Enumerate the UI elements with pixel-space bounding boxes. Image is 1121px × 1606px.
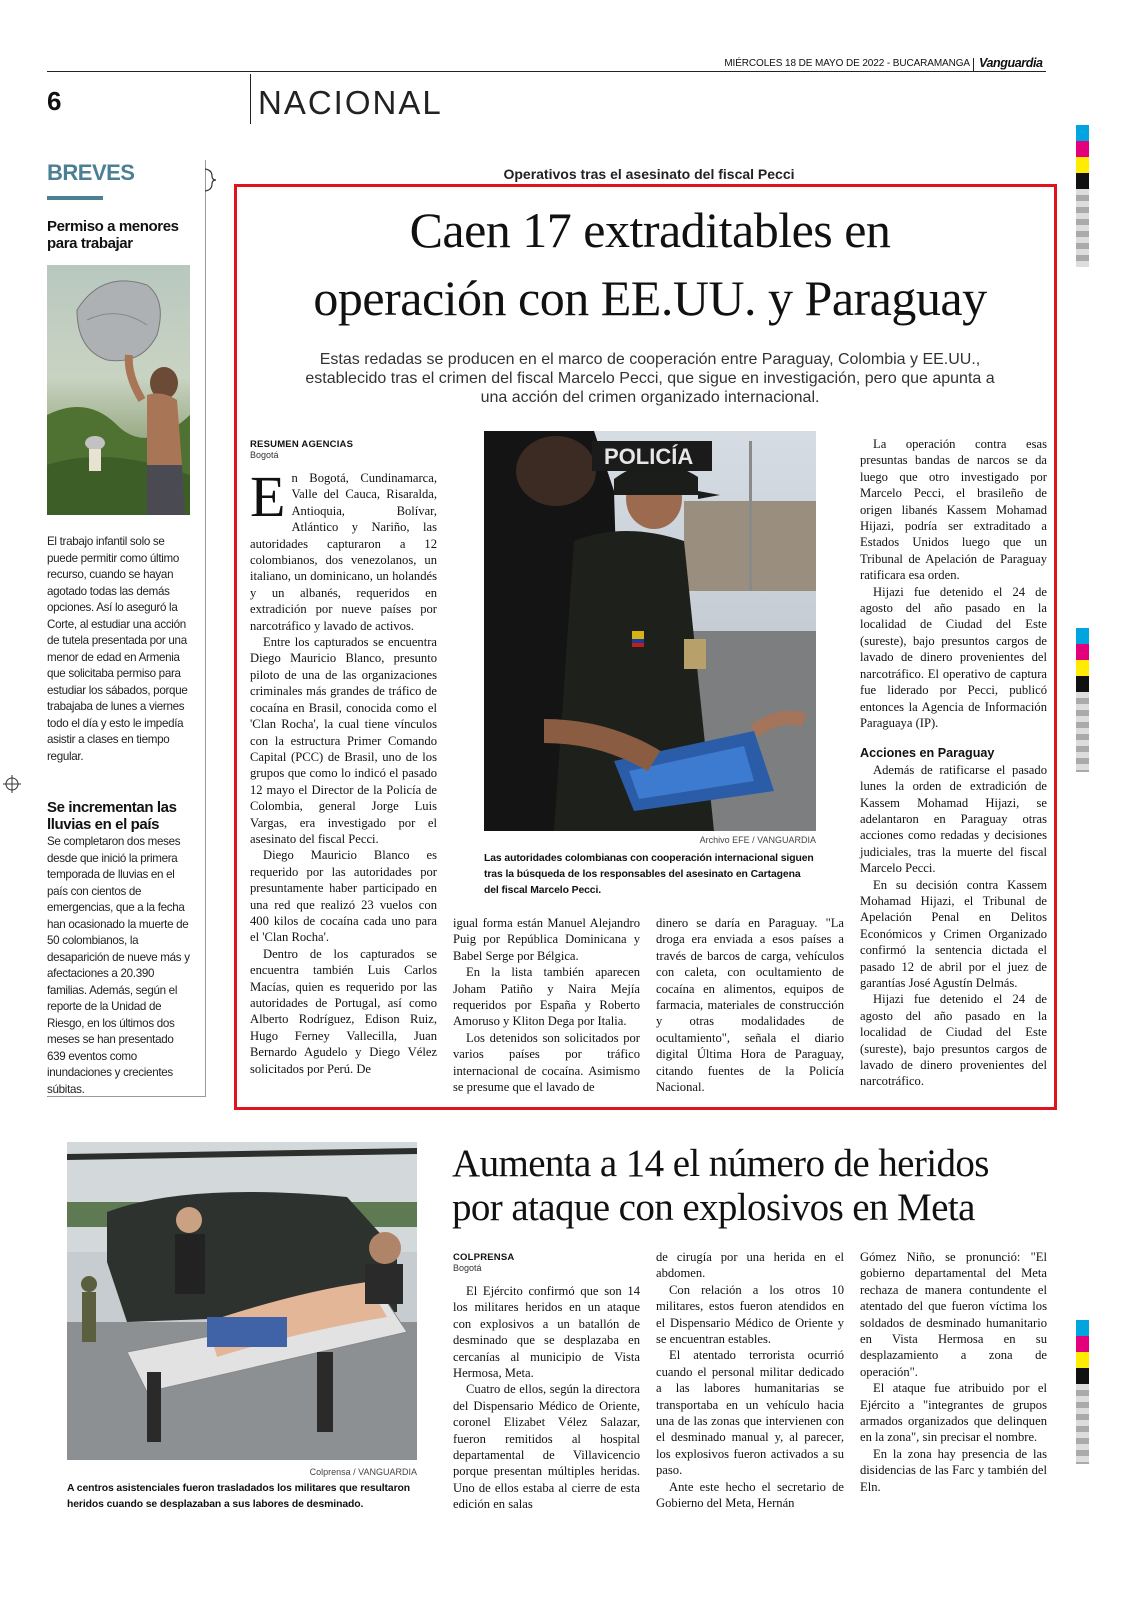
section-divider (250, 74, 251, 124)
second-photo (67, 1142, 417, 1460)
paragraph: Los detenidos son solicitados por varios países por tráfico internacional de cocaína. Asimismo se presume que el lavado de (453, 1030, 640, 1095)
breves-underline (47, 196, 103, 200)
byline-city: Bogotá (453, 1263, 482, 1273)
photo-credit: Archivo EFE / VANGUARDIA (699, 835, 816, 845)
vest-text: POLICÍA (604, 444, 694, 469)
brief1-photo (47, 265, 190, 515)
subhead: Acciones en Paraguay (860, 746, 995, 761)
second-headline-line2: por ataque con explosivos en Meta (452, 1186, 975, 1229)
page-number: 6 (47, 86, 62, 116)
paragraph: Además de ratificarse el pasado lunes la orden de extradición de Kassem Mohamad Hijazi, se adelantaron en Paraguay otras acciones como redadas y decisiones judiciales, tras la muerte del fiscal Marcelo Pecci. (860, 762, 1047, 876)
section-title: NACIONAL (258, 84, 443, 121)
second-col3 (860, 1249, 1047, 1495)
date-line: MIÉRCOLES 18 DE MAYO DE 2022 - BUCARAMANGA (724, 58, 970, 69)
header-rule-top (47, 71, 1046, 72)
second-col2 (656, 1249, 844, 1512)
second-headline-line1: Aumenta a 14 el número de heridos (452, 1142, 989, 1185)
second-photo-caption: A centros asistenciales fueron trasladados los militares que resultaron heridos cuando se desplazaban a sus labores de desminado. (67, 1483, 411, 1510)
paragraph: igual forma están Manuel Alejandro Puig por República Dominicana y Babel Serge por Bélgica. (453, 916, 640, 963)
byline-city: Bogotá (250, 450, 279, 460)
byline-agency: COLPRENSA (453, 1252, 515, 1263)
paragraph: n Bogotá, Cundinamarca, Valle del Cauca, Risaralda, Antioquia, Bolívar, Atlántico y Nariño, las autoridades capturaron a 12 colombianos, dos venezolanos, un italiano, un dominicano, un holandés y un albanés, requeridos en extradición por nueve países por narcotráfico y lavado de activos. (250, 471, 437, 633)
kicker: Operativos tras el asesinato del fiscal Pecci (503, 166, 795, 182)
paragraph: Hijazi fue detenido el 24 de agosto del año pasado en la localidad de Ciudad del Este (sureste), bajo presuntos cargos de lavado de dinero provenientes del narcotráfico. (860, 992, 1047, 1089)
brief2-body: Se completaron dos meses desde que inició la primera temporada de lluvias en el país con cientos de emergencias, que a la fecha han ocasionado la muerte de 50 colombianos, la desaparición de nueve más y afectaciones a 20.390 familias. Además, según el reporte de la Unidad de Riesgo, en los últimos dos meses se han presentado 639 eventos como inundaciones y crecientes súbitas. (47, 835, 190, 1096)
paragraph: El ataque fue atribuido por el Ejército a "integrantes de grupos armados organizados que delinquen en la zona", sin precisar el nombre. (860, 1381, 1047, 1445)
lead-paragraph: Estas redadas se producen en el marco de cooperación entre Paraguay, Colombia y EE.UU., establecido tras el crimen del fiscal Marcelo Pecci, que sigue en investigación, pero que apunta a una acción del crimen organizado internacional. (305, 351, 995, 406)
color-bar-bottom (1076, 1320, 1089, 1464)
paragraph: En la zona hay presencia de las disidencias de las Farc y también del Eln. (860, 1446, 1047, 1494)
paragraph: Ante este hecho el secretario de Gobierno del Meta, Hernán (656, 1479, 844, 1511)
brand-logo: Vanguardia (979, 56, 1043, 70)
dropcap: E (250, 464, 286, 529)
headline-line1: Caen 17 extraditables en (409, 202, 891, 258)
photo-caption: Las autoridades colombianas con cooperación internacional siguen tras la búsqueda de los responsables del asesinato en Cartagena del fiscal Marcelo Pecci. (484, 853, 814, 896)
byline-agency: RESUMEN AGENCIAS (250, 439, 354, 450)
registration-mark-icon (3, 775, 21, 793)
second-byline (453, 1252, 514, 1273)
paragraph: En la lista también aparecen Joham Patiño y Naira Mejía requeridos por España y Roberto Amoruso y Kliton Dega por Italia. (453, 965, 640, 1029)
header-separator (973, 58, 974, 71)
breves-label: BREVES (47, 160, 135, 185)
brief1-body: El trabajo infantil solo se puede permitir como último recurso, cuando se hayan agotado todas las demás opciones. Así lo aseguró la Corte, al estudiar una acción de tutela presentada por una menor de edad en Armenia que solicitaba permiso para estudiar los sábados, porque trabajaba de lunes a viernes todo el día y esto le impedía asistir a clases en tiempo regular. (47, 535, 188, 763)
paragraph: En su decisión contra Kassem Mohamad Hijazi, el Tribunal de Apelación Penal en Delitos Económicos y Crimen Organizado confirmó la sentencia dictada el pasado 12 de abril por el juez de garantías José Agustín Delmás. (860, 877, 1047, 990)
color-bar-top (1076, 125, 1089, 267)
paragraph: Hijazi fue detenido el 24 de agosto del año pasado en la localidad de Ciudad del Este (sureste), bajo presuntos cargos de lavado de dinero provenientes del narcotráfico. El operativo de captura fue liderado por Pecci, publicó entonces la Agencia de Información Paraguaya (IP). (860, 584, 1047, 730)
paragraph: de cirugía por una herida en el abdomen. (656, 1250, 844, 1281)
paragraph: El atentado terrorista ocurrió cuando el personal militar dedicado a las labores humanitarias se transportaba en un vehículo hacia una de las zonas que intervienen con el desminado manual y, al parecer, los explosivos fueron activados a su paso. (656, 1348, 844, 1478)
headline-line2: operación con EE.UU. y Paraguay (313, 270, 987, 326)
main-col4 (860, 436, 1047, 1090)
paragraph: El Ejército confirmó que son 14 los militares heridos en un ataque con explosivos a un batallón de desminado que se desplazaba en cercanías al municipio de Vista Hermosa, Meta. (453, 1284, 640, 1381)
brief1-title: Permiso a menores para trabajar (47, 218, 179, 252)
brief2-title: Se incrementan las lluvias en el país (47, 799, 177, 833)
second-photo-credit: Colprensa / VANGUARDIA (309, 1467, 417, 1477)
second-col1 (453, 1283, 640, 1513)
paragraph: Con relación a los otros 10 militares, estos fueron atendidos en el Dispensario Médico de Oriente y se encuentran estables. (656, 1282, 844, 1347)
paragraph: Cuatro de ellos, según la directora del Dispensario Médico de Oriente, coronel Elizabet Vélez Salazar, fueron remitidos al hospital departamental de Villavicencio porque presentan múltiples heridas. Uno de ellos estaba al cierre de esta edición en salas (453, 1382, 640, 1512)
paragraph: Dentro de los capturados se encuentra también Luis Carlos Macías, quien es requerido por las autoridades de Portugal, así como Alberto Rodríguez, Edison Ruiz, Hugo Ferney Vallecilla, Juan Bernardo Agudelo y Diego Vélez solicitados por Perú. De (250, 946, 437, 1076)
paragraph: dinero se daría en Paraguay. "La droga era enviada a esos países a través de barcos de carga, vehículos con caleta, con ocultamiento de cocaína en alimentos, equipos de farmacia, materiales de construcción y otras modalidades de ocultamiento", señala el diario digital Última Hora de Paraguay, citando fuentes de la Policía Nacional. (656, 916, 844, 1095)
main-photo (484, 431, 816, 831)
main-col3 (656, 915, 844, 1095)
paragraph: Gómez Niño, se pronunció: "El gobierno departamental del Meta rechaza de manera contundente el atentado del que fueron víctima los soldados de desminado humanitario en Vista Hermosa en su desplazamiento a zona de operación". (860, 1250, 1047, 1379)
paragraph: Diego Mauricio Blanco es requerido por las autoridades por presuntamente haber participado en una red que realizó 23 vuelos con 400 kilos de cocaína cada uno para el 'Clan Rocha'. (250, 848, 437, 945)
paragraph: Entre los capturados se encuentra Diego Mauricio Blanco, presunto piloto de una de las organizaciones criminales más grandes de tráfico de cocaína en Brasil, conocida como el 'Clan Rocha', la cual tiene vínculos con la estructura Primer Comando Capital (PCC) de Brasil, uno de los grupos que como lo indicó el pasado 12 mayo el Director de la Policía de Colombia, general Jorge Luis Vargas, era investigado por el asesinato del fiscal Pecci. (250, 635, 437, 846)
color-bar-middle (1076, 628, 1089, 772)
byline (250, 439, 353, 460)
paragraph: La operación contra esas presuntas bandas de narcos se da luego que otro investigado por Marcelo Pecci, el brasileño de origen libanés Kassem Mohamad Hijazi, podría ser extraditado a Estados Unidos luego que un Tribunal de Apelación de Paraguay ratificara esa orden. (860, 437, 1047, 583)
bracket-icon (204, 168, 218, 192)
main-col1 (250, 464, 437, 1077)
sidebar-right-rule (205, 160, 206, 1097)
main-col2 (453, 915, 640, 1095)
